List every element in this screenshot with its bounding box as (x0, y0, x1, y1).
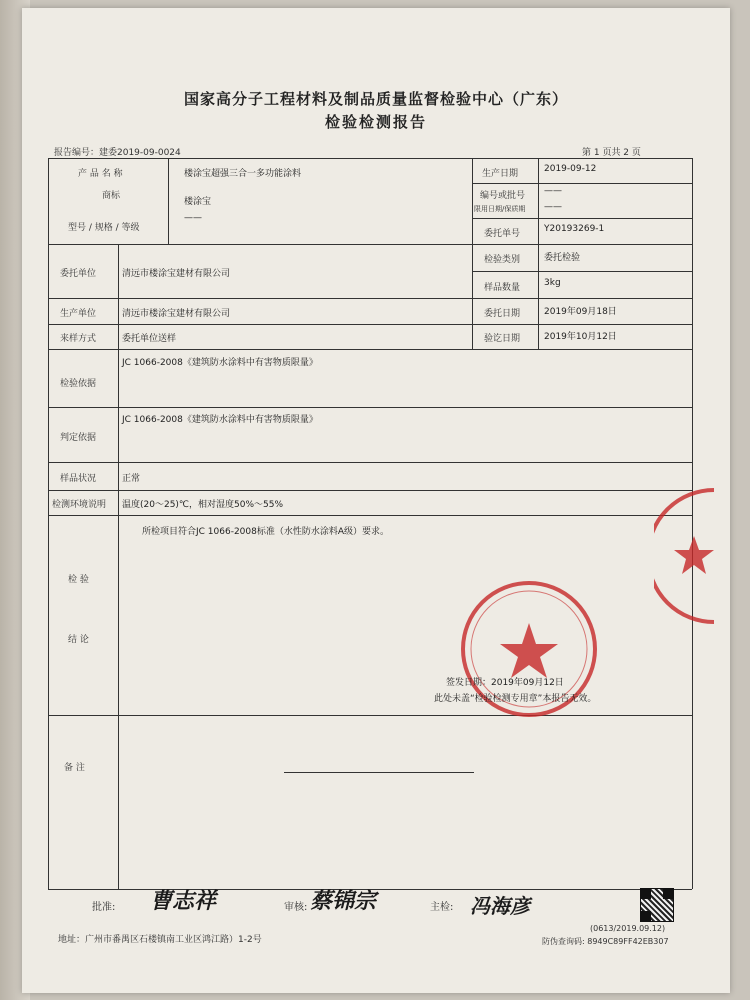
judgement-label: 判定依据 (60, 433, 97, 443)
table-line (118, 244, 119, 889)
sample-qty-value: 3kg (544, 278, 561, 288)
product-name-label: 产 品 名 称 (78, 169, 123, 179)
table-border (48, 158, 49, 889)
table-line (538, 158, 539, 349)
test-type-label: 检验类别 (484, 255, 521, 265)
review-signature: 蔡锦宗 (310, 888, 377, 914)
batch-label: 编号或批号 (480, 191, 526, 201)
approve-signature: 曹志祥 (150, 888, 217, 914)
anti-fake-code: 防伪查询码: 8949C89FF42EB307 (542, 937, 669, 946)
table-line (48, 407, 692, 408)
report-page (22, 8, 730, 993)
sampling-value: 委托单位送样 (122, 334, 177, 344)
batch-value: —— (544, 186, 562, 196)
table-border (48, 158, 692, 159)
commission-date-label: 委托日期 (484, 309, 521, 319)
environment-label: 检测环境说明 (52, 500, 107, 510)
expiry-label: 限用日期/保质期 (474, 205, 526, 213)
report-title: 国家高分子工程材料及制品质量监督检验中心（广东） (183, 90, 568, 108)
table-line (48, 462, 692, 463)
seam-stamp (654, 486, 714, 626)
commission-no-label: 委托单号 (484, 229, 521, 239)
remarks-strike-line (284, 772, 474, 773)
stamp-note: 此处未盖“检验检测专用章”本报告无效。 (434, 694, 597, 704)
table-line (168, 158, 169, 244)
client-value: 清远市楼涂宝建材有限公司 (122, 269, 231, 279)
sample-qty-label: 样品数量 (484, 283, 521, 293)
sign-date: 签发日期：2019年09月12日 (446, 678, 564, 688)
conclusion-label-2: 结 论 (68, 635, 89, 645)
commission-date-value: 2019年09月18日 (544, 307, 617, 317)
brand-value: 楼涂宝 (184, 197, 212, 207)
inspect-label: 主检: (430, 902, 454, 913)
table-line (472, 271, 692, 272)
condition-value: 正常 (122, 474, 141, 484)
basis-label: 检验依据 (60, 379, 97, 389)
producer-value: 清远市楼涂宝建材有限公司 (122, 309, 231, 319)
table-line (472, 183, 692, 184)
completion-value: 2019年10月12日 (544, 332, 617, 342)
basis-value: JC 1066-2008《建筑防水涂料中有害物质限量》 (122, 358, 318, 368)
table-line (472, 218, 692, 219)
model-value: —— (184, 213, 202, 223)
test-type-value: 委托检验 (544, 253, 581, 263)
report-number: 报告编号：建委2019-09-0024 (54, 148, 181, 158)
model-label: 型号 / 规格 / 等级 (68, 223, 140, 233)
sampling-label: 来样方式 (60, 334, 97, 344)
client-label: 委托单位 (60, 269, 97, 279)
approve-label: 批准: (92, 902, 116, 913)
expiry-value: —— (544, 202, 562, 212)
judgement-value: JC 1066-2008《建筑防水涂料中有害物质限量》 (122, 415, 318, 425)
qr-code-icon (640, 888, 674, 922)
table-line (48, 324, 692, 325)
table-line (48, 298, 692, 299)
table-line (48, 349, 692, 350)
condition-label: 样品状况 (60, 474, 97, 484)
conclusion-text: 所检项目符合JC 1066-2008标准（水性防水涂料A级）要求。 (142, 527, 390, 537)
address: 地址：广州市番禺区石楼镇南工业区鸿江路）1-2号 (58, 935, 262, 945)
environment-value: 温度(20～25)℃，相对湿度50%～55% (122, 500, 284, 510)
table-line (48, 244, 692, 245)
prod-date-label: 生产日期 (482, 169, 519, 179)
inspect-signature: 冯海彦 (470, 894, 530, 918)
table-line (472, 158, 473, 349)
table-line (48, 515, 692, 516)
report-subtitle: 检验检测报告 (324, 113, 427, 131)
completion-label: 验讫日期 (484, 334, 521, 344)
table-line (48, 490, 692, 491)
page-info: 第 1 页共 2 页 (582, 148, 641, 158)
prod-date-value: 2019-09-12 (544, 164, 597, 174)
review-label: 审核: (284, 902, 308, 913)
remarks-label: 备 注 (64, 763, 85, 773)
brand-label: 商标 (102, 191, 121, 201)
commission-no-value: Y20193269-1 (544, 224, 605, 234)
producer-label: 生产单位 (60, 309, 97, 319)
anti-fake-date: (0613/2019.09.12) (590, 924, 666, 933)
conclusion-label-1: 检 验 (68, 575, 89, 585)
product-name-value: 楼涂宝超强三合一多功能涂料 (184, 169, 302, 179)
